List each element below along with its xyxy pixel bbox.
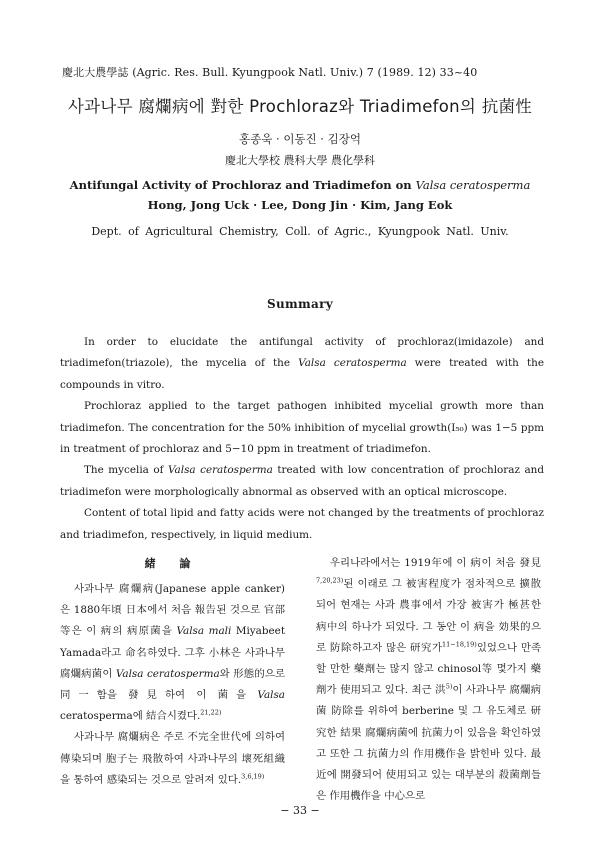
species-name: Valsa ceratosperma [115, 667, 220, 680]
body-text: Miyabeet Yamada라고 命名하였다. 그후 小林은 사과나무 腐爛病菌이 [60, 625, 285, 680]
body-text: 우리나라에서는 1919年에 이 病이 처음 發見 [330, 557, 541, 569]
species-name: Valsa ceratosperma [168, 464, 273, 477]
summary-text: treated with low concentration of prochloraz and triadimefon were morphologically abnormal as observed with an optical microscope. [60, 464, 545, 498]
citation-ref: 5) [445, 682, 453, 691]
page-number: − 33 − [280, 804, 320, 817]
species-name: Valsa ceratosperma [298, 357, 407, 370]
korean-authors: 홍종욱 · 이동진 · 김장억 [239, 132, 361, 146]
citation-ref: 11−18,19) [441, 640, 477, 649]
intro-left-column [60, 553, 285, 791]
intro-paragraph [60, 579, 285, 727]
intro-right-column [316, 553, 541, 807]
summary-text: were treated with the compounds in vitro. [60, 357, 545, 391]
summary-body [60, 332, 544, 546]
citation-ref: 3,6,19) [241, 772, 265, 781]
species-name: Valsa [257, 689, 285, 702]
korean-title: 사과나무 腐爛病에 對한 Prochloraz와 Triadimefon의 抗菌性 [67, 97, 533, 116]
english-affiliation: Dept. of Agricultural Chemistry, Coll. of Agric., Kyungpook Natl. Univ. [91, 225, 509, 238]
intro-paragraph [316, 553, 541, 807]
intro-heading: 緒 論 [144, 557, 201, 570]
english-title [0, 178, 600, 192]
body-text: 있었으나 만족할 만한 藥劑는 많지 않고 chinosol等 몇가지 藥劑가 使用되고 있다. 최근 洪 [316, 641, 541, 697]
journal-header: 慶北大農學誌 (Agric. Res. Bull. Kyungpook Natl. Univ.) 7 (1989. 12) 33~40 [62, 66, 478, 79]
body-text: ceratosperma에 結合시켰다. [60, 710, 201, 723]
english-title-species: Valsa ceratosperma [415, 178, 531, 192]
body-text: 이 사과나무 腐爛病菌 防除를 위하여 berberine 및 그 유도체로 研究한 結果 腐爛病菌에 抗菌力이 있음을 확인하였고 또한 그 抗菌力의 作用機作을 밝힌바 있다. 最近에 開發되어 使用되고 있는 대부분의 殺菌劑들은 作用機作을 中心으로 [316, 684, 541, 803]
english-authors: Hong, Jong Uck · Lee, Dong Jin · Kim, Jang Eok [147, 198, 453, 212]
body-text: 된 이래로 그 被害程度가 점차적으로 擴散되어 현재는 사과 農事에서 가장 被害가 極甚한 病中의 하나가 되었다. 그 동안 이 病을 効果的으로 防除하고자 많은 研究가 [316, 578, 541, 654]
body-text: 사과나무 腐爛病은 주로 不完全世代에 의하여 傳染되며 胞子는 飛散하여 사과나무의 壞死組織을 통하여 感染되는 것으로 알려져 있다. [60, 731, 285, 786]
body-text: 사과나무 腐爛病(Japanese apple canker)은 1880年頃 日本에서 처음 報告된 것으로 官部等은 이 病의 病原菌을 [60, 583, 285, 638]
intro-paragraph [60, 727, 285, 791]
summary-paragraph: Content of total lipid and fatty acids were not changed by the treatments of prochloraz and triadimefon, respectively, in liquid medium. [60, 507, 544, 541]
species-name: Valsa mali [176, 625, 232, 638]
summary-text: The mycelia of [84, 464, 168, 477]
english-title-text: Antifungal Activity of Prochloraz and Triadimefon on [69, 178, 416, 192]
citation-ref: 21,22) [200, 708, 222, 717]
summary-heading: Summary [267, 297, 333, 311]
summary-paragraph: Prochloraz applied to the target pathogen inhibited mycelial growth more than triadimefon. The concentration for the 50% inhibition of mycelial growth(I₅₀) was 1−5 ppm in treatment of prochloraz and 5−10 ppm in treatment of triadimefon. [60, 400, 544, 456]
body-text: 와 形態的으로 同一함을 發見하여 이 菌을 [60, 667, 285, 702]
summary-text: In order to elucidate the antifungal activity of prochloraz(imidazole) and triadimefon(triazole), the mycelia of the [60, 336, 544, 370]
citation-ref: 7,20,23) [316, 576, 344, 585]
summary-paragraph [60, 460, 544, 503]
korean-affiliation: 慶北大學校 農科大學 農化學科 [225, 154, 375, 167]
summary-paragraph [60, 332, 544, 396]
